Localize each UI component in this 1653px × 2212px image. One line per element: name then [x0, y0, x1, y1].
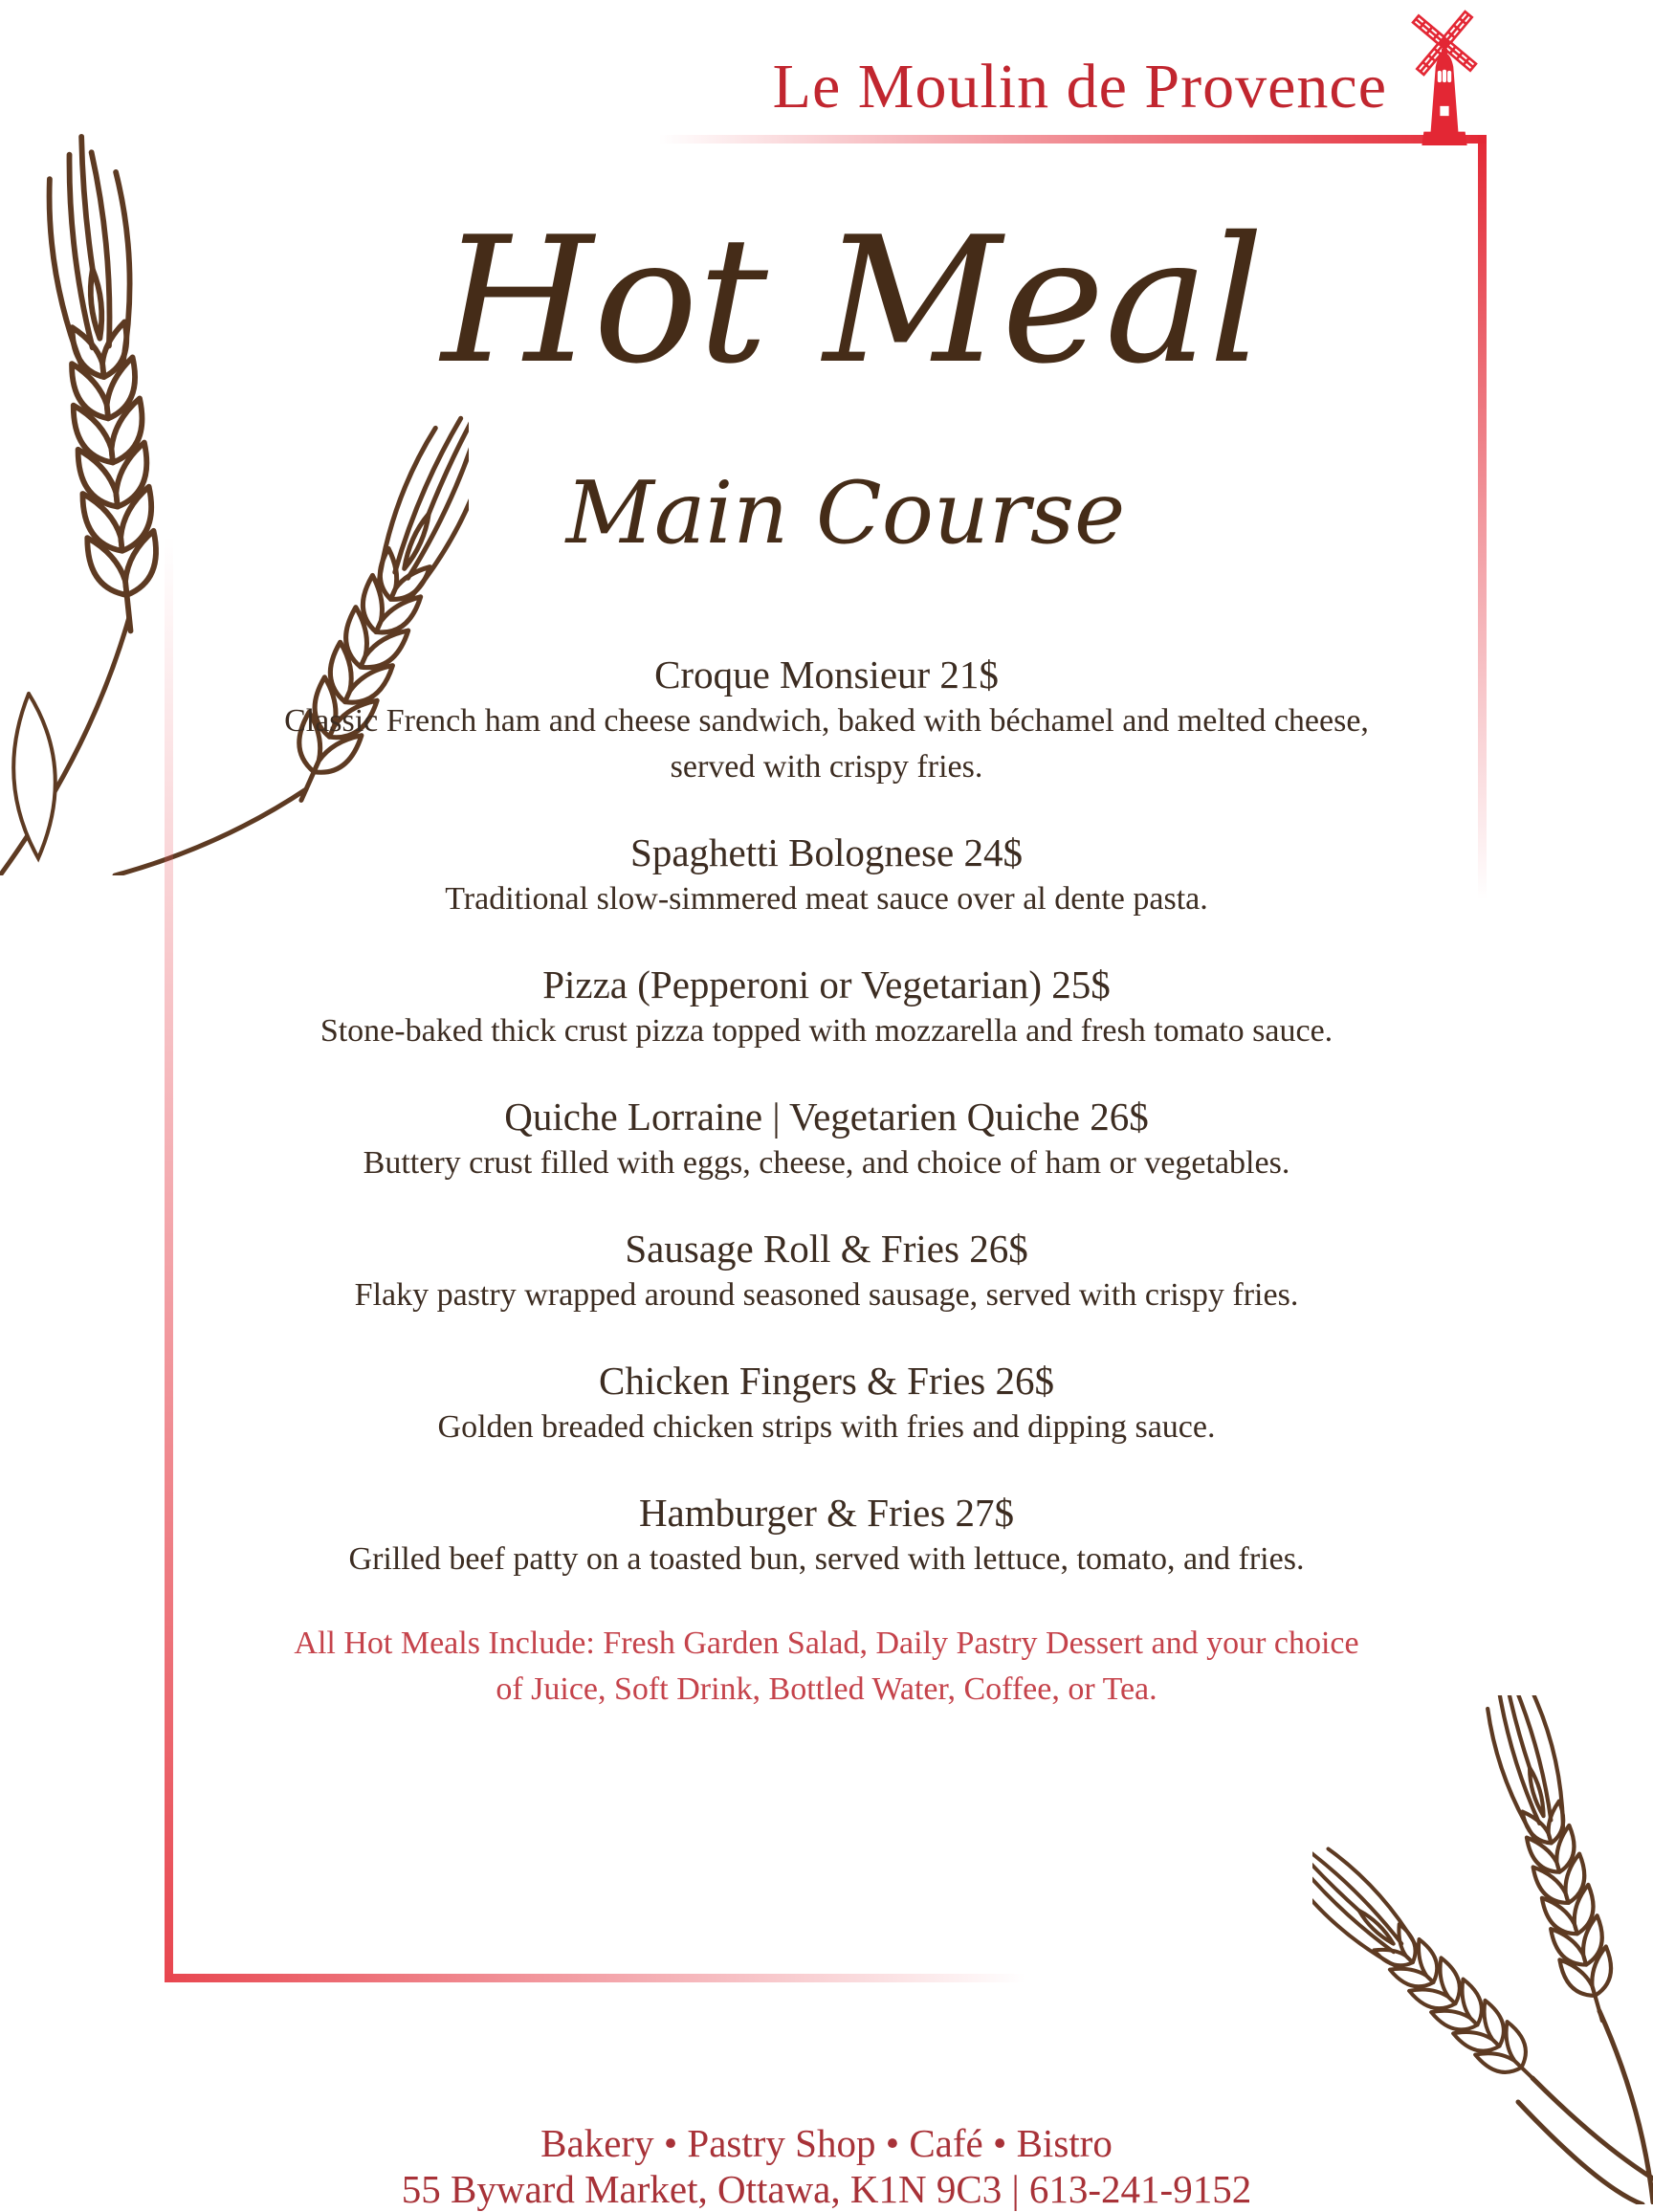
menu-item-name: Croque Monsieur: [654, 653, 931, 697]
menu-item-description: Traditional slow-simmered meat sauce over al dente pasta.: [445, 881, 1208, 917]
menu-item: [233, 1225, 1420, 1318]
menu-item-name: Quiche Lorraine | Vegetarien Quiche: [504, 1095, 1080, 1139]
menu-item-name: Hamburger & Fries: [638, 1491, 946, 1535]
menu-item-title: [233, 1093, 1420, 1140]
menu-item: [233, 1357, 1420, 1450]
menu-item-price: 25$: [1051, 962, 1111, 1006]
menu-item-title: [233, 1225, 1420, 1272]
menu-item-name: Chicken Fingers & Fries: [598, 1359, 986, 1403]
menu-item-description: Buttery crust filled with eggs, cheese, and choice of ham or vegetables.: [363, 1145, 1290, 1181]
menu-item-title: [233, 829, 1420, 876]
menu-item: [233, 651, 1420, 790]
menu-item: [233, 1489, 1420, 1582]
menu-item: [233, 961, 1420, 1054]
menu-item-description: Grilled beef patty on a toasted bun, served with lettuce, tomato, and fries.: [348, 1541, 1305, 1577]
menu-item-description: Flaky pastry wrapped around seasoned sausage, served with crispy fries.: [354, 1277, 1299, 1313]
menu-item-title: [233, 961, 1420, 1008]
menu-item-title: [233, 1357, 1420, 1405]
menu-item-title: [233, 651, 1420, 698]
menu-item-description: Stone-baked thick crust pizza topped with mozzarella and fresh tomato sauce.: [320, 1013, 1333, 1049]
menu-item: [233, 829, 1420, 922]
menu-title: Hot Meal: [441, 199, 1265, 402]
menu-item-name: Sausage Roll & Fries: [625, 1227, 959, 1271]
footer: [0, 2120, 1653, 2212]
menu-item-title: [233, 1489, 1420, 1537]
menu-item-price: 24$: [963, 830, 1023, 874]
menu-item-price: 26$: [1090, 1095, 1149, 1139]
menu-item: [233, 1093, 1420, 1186]
menu-subtitle: Main Course: [565, 463, 1126, 564]
footer-address: 55 Byward Market, Ottawa, K1N 9C3 | 613-241-9152: [401, 2167, 1252, 2211]
menu-item-description: Golden breaded chicken strips with fries and dipping sauce.: [437, 1409, 1216, 1445]
windmill-icon: [1395, 8, 1494, 145]
brand-title: Le Moulin de Provence: [772, 52, 1387, 122]
menu-item-price: 21$: [939, 653, 999, 697]
menu-items-list: [233, 651, 1420, 1713]
menu-item-price: 26$: [969, 1227, 1028, 1271]
frame-border-top: [658, 135, 1487, 144]
menu-item-name: Spaghetti Bolognese: [630, 830, 955, 874]
menu-item-description: Classic French ham and cheese sandwich, baked with béchamel and melted cheese, served with crispy fries.: [284, 703, 1369, 785]
frame-border-bottom: [165, 1974, 1025, 1982]
footer-services: Bakery • Pastry Shop • Café • Bistro: [540, 2121, 1113, 2165]
menu-item-price: 26$: [995, 1359, 1055, 1403]
hot-meals-note: All Hot Meals Include: Fresh Garden Salad, Daily Pastry Dessert and your choice of Juice, Soft Drink, Bottled Water, Coffee, or Tea.: [294, 1626, 1359, 1707]
menu-item-price: 27$: [955, 1491, 1015, 1535]
menu-item-name: Pizza (Pepperoni or Vegetarian): [542, 962, 1043, 1006]
